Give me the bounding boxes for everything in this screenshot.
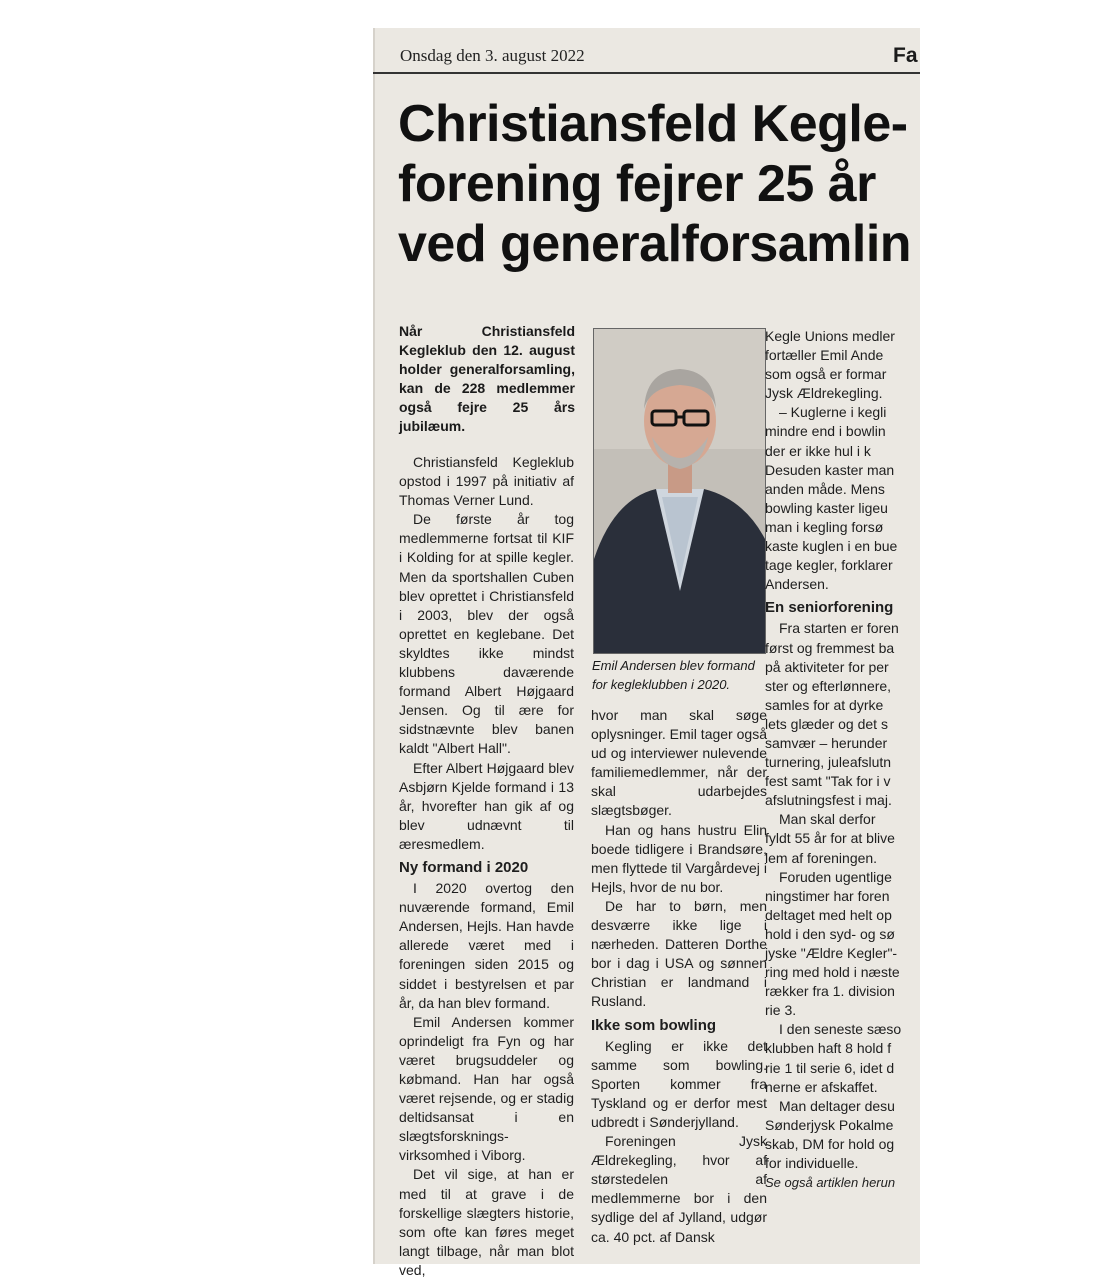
line: ring med hold i næste bbox=[765, 964, 900, 981]
line: som også er formar bbox=[765, 366, 887, 383]
issue-date: Onsdag den 3. august 2022 bbox=[400, 46, 585, 65]
line: deltaget med helt op bbox=[765, 906, 892, 923]
line: Foruden ugentlige bbox=[779, 868, 892, 885]
line: hold i den syd- og sø bbox=[765, 925, 895, 942]
line: ster og efterlønnere, bbox=[765, 677, 892, 694]
line: Fra starten er foren bbox=[779, 620, 899, 637]
paragraph: Det vil sige, at han er med til at grave i de forskellige slægters historie, som ofte kan føres meget langt tilbage, når man blot ved, bbox=[399, 1166, 574, 1278]
line: først og fremmest ba bbox=[765, 639, 895, 656]
headline-line-3: ved generalforsamlin bbox=[398, 215, 912, 273]
line: lets glæder og det s bbox=[765, 715, 888, 732]
line: Desuden kaster man bbox=[765, 461, 895, 478]
article-lead: Når Christiansfeld Kegleklub den 12. august holder generalforsamling, kan de 228 medlemmer også fejre 25 års jubilæum. bbox=[399, 323, 575, 435]
headline-line-2: forening fejrer 25 år bbox=[398, 155, 876, 213]
paragraph: Christiansfeld Kegleklub opstod i 1997 på initiativ af Thomas Verner Lund. bbox=[399, 454, 574, 509]
line: bowling kaster ligeu bbox=[765, 499, 888, 516]
line: Kegle Unions medler bbox=[765, 328, 895, 344]
column-1 bbox=[399, 453, 574, 1280]
line: på aktiviteter for per bbox=[765, 658, 889, 675]
line: rie 1 til serie 6, idet d bbox=[765, 1059, 895, 1076]
subheading-senior-club: En seniorforening bbox=[765, 599, 894, 617]
line: turnering, juleafslutn bbox=[765, 754, 892, 771]
line: ningstimer har foren bbox=[765, 887, 890, 904]
line: Sønderjysk Pokalme bbox=[765, 1116, 894, 1133]
line: skab, DM for hold og bbox=[765, 1135, 895, 1152]
paragraph: De har to børn, men desværre ikke lige i nærheden. Datteren Dorthe bor i dag i USA og sønnen Christian er landmand i Rusland. bbox=[591, 897, 767, 1010]
line: fyldt 55 år for at blive bbox=[765, 830, 895, 847]
line: afslutningsfest i maj. bbox=[765, 792, 892, 809]
paragraph: Foreningen Jysk Ældrekegling, hvor af størstedelen af medlemmerne bor i den sydlige del af Jylland, udgør ca. 40 pct. af Dansk bbox=[591, 1133, 767, 1245]
section-title: Fa bbox=[893, 44, 918, 67]
portrait-illustration bbox=[594, 329, 765, 653]
line: – Kuglerne i kegli bbox=[779, 404, 887, 421]
line: man i kegling forsø bbox=[765, 518, 884, 535]
paragraph: I 2020 overtog den nuværende formand, Emil Andersen, Hejls. Han havde allerede været med i foreningen siden 2015 og siddet i bestyrelsen et par år, da han blev formand. bbox=[399, 880, 574, 1011]
paragraph: Efter Albert Højgaard blev Asbjørn Kjelde formand i 13 år, hvorefter han gik af og blev udnævnt til æresmedlem. bbox=[399, 759, 574, 852]
photo-caption: Emil Andersen blev formand for kegleklubben i 2020. bbox=[592, 658, 755, 692]
line: Andersen. bbox=[765, 576, 829, 593]
paragraph: Kegling er ikke det samme som bowling. Sporten kommer fra Tyskland og er derfor mest udbredt i Sønderjylland. bbox=[591, 1037, 767, 1130]
line: lem af foreningen. bbox=[765, 849, 878, 866]
header-rule bbox=[373, 72, 920, 74]
line: nerne er afskaffet. bbox=[765, 1078, 878, 1095]
subheading-not-bowling: Ikke som bowling bbox=[591, 1016, 717, 1034]
line: kaste kuglen i en bue bbox=[765, 538, 898, 555]
line: tage kegler, forklarer bbox=[765, 557, 893, 574]
paragraph: Emil Andersen kommer oprindeligt fra Fyn og har været brugsuddeler og købmand. Han har også været rejsende, og er stadig deltidsansat i en slægtsforsknings-virksomhed i Viborg. bbox=[399, 1013, 574, 1164]
line: for individuelle. bbox=[765, 1155, 859, 1172]
paragraph: hvor man skal søge oplysninger. Emil tager også ud og interviewer nulevende familiemedlemmer, når der skal udarbejdes slægtsbøger. bbox=[591, 707, 767, 819]
see-also-note: Se også artiklen herun bbox=[765, 1175, 896, 1191]
portrait-photo bbox=[593, 328, 766, 654]
line: samles for at dyrke bbox=[765, 696, 884, 713]
column-2 bbox=[591, 706, 767, 1247]
line: Man skal derfor bbox=[779, 811, 876, 828]
line: rie 3. bbox=[765, 1002, 797, 1019]
newspaper-clipping bbox=[373, 28, 920, 1278]
paragraph: Han og hans hustru Elin boede tidligere i Brandsøre, men flyttede til Vargårdevej i Hejls, hvor de nu bor. bbox=[591, 821, 767, 895]
line: fest samt "Tak for i v bbox=[765, 773, 891, 790]
column-3 bbox=[765, 327, 965, 1192]
article-headline bbox=[398, 94, 1098, 274]
line: samvær – herunder bbox=[765, 734, 888, 751]
line: klubben haft 8 hold f bbox=[765, 1040, 892, 1057]
line: jyske "Ældre Kegler"- bbox=[765, 945, 898, 961]
line: fortæller Emil Ande bbox=[765, 347, 884, 364]
line: Jysk Ældrekegling. bbox=[765, 385, 883, 402]
line: Man deltager desu bbox=[779, 1097, 895, 1114]
line: anden måde. Mens bbox=[765, 480, 885, 497]
line: I den seneste sæso bbox=[779, 1021, 902, 1038]
headline-line-1: Christiansfeld Kegle- bbox=[398, 95, 908, 153]
line: rækker fra 1. division bbox=[765, 983, 895, 1000]
subheading-new-chairman: Ny formand i 2020 bbox=[399, 858, 529, 876]
line: mindre end i bowlin bbox=[765, 423, 886, 440]
line: der er ikke hul i k bbox=[765, 442, 871, 459]
paragraph: De første år tog medlemmerne fortsat til KIF i Kolding for at spille kegler. Men da sportshallen Cuben blev oprettet i Christiansfeld i 2003, blev der også oprettet en keglebane. Det skyldtes ikke mindst klubbens daværende formand Albert Højgaard Jensen. Og til ære for sidstnævnte blev banen kaldt "Albert Hall". bbox=[399, 511, 574, 757]
